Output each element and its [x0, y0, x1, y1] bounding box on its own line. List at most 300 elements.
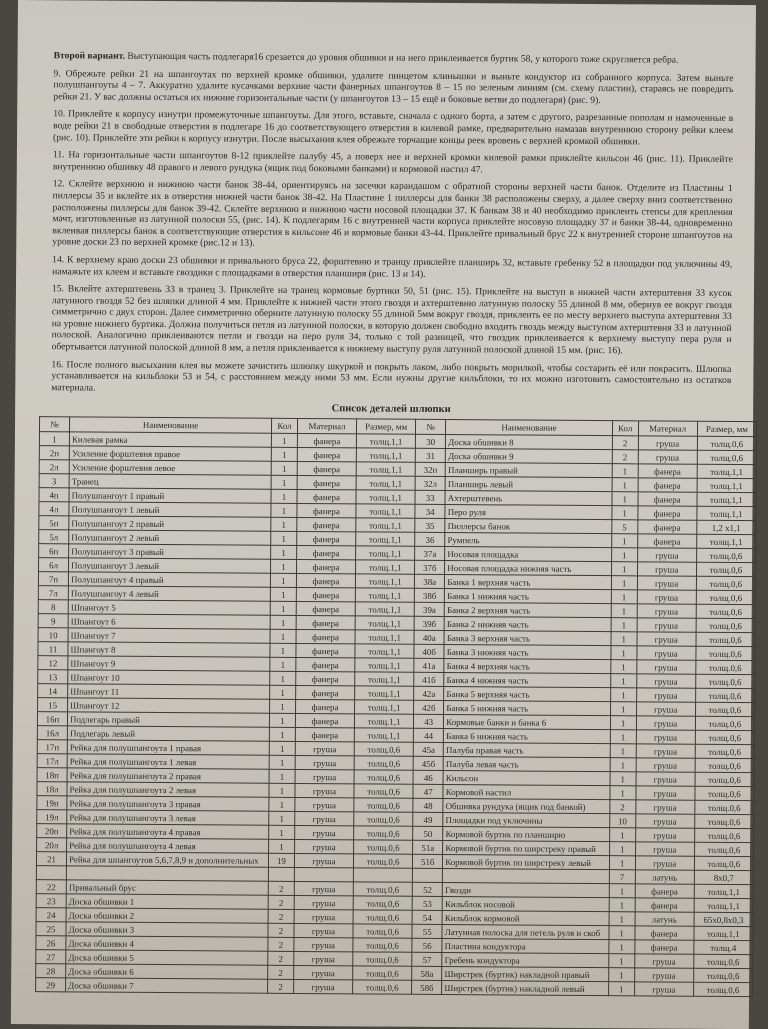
- table-cell: фанера: [296, 686, 355, 700]
- paragraph-body: 16. После полного высыхания клея вы можете зачистить шлюпку шкуркой и покрыть лаком, либо покрыть морилкой, чтобы состарить её или покрасить. Шлюпка устанавливается на кильблоки 53 и 54, с расстоянием между ними 53 мм. Если нужны другие кильблоки, то их можно изготовить самостоятельно из остатков материала.: [51, 358, 732, 394]
- table-cell: толщ.0,6: [354, 854, 413, 868]
- table-cell: 1: [270, 672, 296, 686]
- table-cell: Банка 5 верхняя часть: [444, 687, 610, 702]
- table-cell: 2: [268, 882, 294, 896]
- table-cell: толщ.1,1: [355, 630, 414, 644]
- table-cell: толщ.0,6: [354, 742, 413, 756]
- table-cell: толщ.0,6: [353, 938, 412, 952]
- table-cell: 49: [413, 813, 443, 827]
- table-cell: 1: [269, 826, 295, 840]
- table-cell: груша: [638, 450, 697, 464]
- table-cell: 1: [269, 756, 295, 770]
- table-cell: 1: [269, 728, 295, 742]
- table-cell: 38б: [415, 589, 445, 603]
- table-cell: Полушпангоут 3 правый: [69, 544, 271, 559]
- table-cell: толщ.0,6: [696, 577, 755, 591]
- table-cell: 19: [268, 854, 294, 868]
- paragraph: [53, 68, 733, 108]
- table-cell: 1: [611, 548, 637, 562]
- table-cell: 43: [414, 715, 444, 729]
- table-cell: Кильсон: [443, 771, 609, 786]
- table-cell: Латунная полоска для петель руля и скоб: [442, 925, 608, 940]
- table-cell: 8: [38, 600, 68, 614]
- table-cell: фанера: [296, 574, 355, 588]
- table-cell: толщ.1,1: [356, 560, 415, 574]
- table-cell: 23: [36, 894, 66, 908]
- table-cell: Банка 6 нижняя часть: [444, 729, 610, 744]
- table-cell: груша: [634, 968, 693, 982]
- table-cell: груша: [637, 576, 696, 590]
- table-cell: 37а: [415, 547, 445, 561]
- table-cell: Усиление форштевня левое: [69, 460, 271, 475]
- table-cell: Банка 1 нижняя часть: [445, 589, 611, 604]
- table-cell: груша: [635, 800, 694, 814]
- table-cell: 34: [415, 505, 445, 519]
- table-cell: 11: [38, 642, 68, 656]
- table-cell: 36: [415, 533, 445, 547]
- table-cell: 16п: [37, 712, 67, 726]
- table-cell: Рейка для полушпангоута 3 правая: [67, 796, 269, 811]
- table-cell: Рейка для полушпангоута 2 левая: [67, 782, 269, 797]
- table-cell: 26: [36, 936, 66, 950]
- table-cell: 21: [36, 852, 66, 866]
- table-cell: толщ.0,6: [695, 731, 754, 745]
- table-cell: Рейка для полушпангоута 1 правая: [67, 740, 269, 755]
- table-cell: Шпангоут 9: [68, 656, 270, 671]
- table-cell: 42а: [414, 687, 444, 701]
- table-cell: 2л: [39, 460, 69, 474]
- parts-table: [35, 417, 757, 998]
- instruction-text: [51, 50, 733, 398]
- paragraph: [52, 179, 732, 253]
- table-cell: 2: [612, 450, 638, 464]
- table-cell: 1: [609, 912, 635, 926]
- table-cell: 1: [611, 604, 637, 618]
- table-cell: груша: [295, 812, 354, 826]
- table-cell: 1: [609, 842, 635, 856]
- table-cell: толщ.0,6: [695, 759, 754, 773]
- table-cell: 1: [269, 784, 295, 798]
- table-cell: груша: [634, 954, 693, 968]
- table-cell: 1: [269, 714, 295, 728]
- table-cell: толщ.1,1: [356, 532, 415, 546]
- table-cell: груша: [637, 604, 696, 618]
- table-cell: 54: [412, 911, 442, 925]
- table-cell: 1: [269, 798, 295, 812]
- table-cell: Пиллерсы банок: [445, 519, 611, 534]
- table-cell: толщ.0,6: [694, 843, 753, 857]
- table-cell: 1: [271, 476, 297, 490]
- table-cell: Доска обшивки 6: [66, 964, 268, 979]
- table-cell: толщ.0,6: [696, 605, 755, 619]
- table-cell: Привальный брус: [66, 880, 268, 895]
- table-cell: Рейка для полушпангоута 3 левая: [67, 810, 269, 825]
- table-cell: толщ.1,1: [694, 899, 753, 913]
- table-cell: Обшивка рундука (ящик под банкой): [443, 799, 609, 814]
- table-cell: груша: [294, 896, 353, 910]
- table-cell: 2: [268, 896, 294, 910]
- table-cell: толщ.1,1: [697, 479, 756, 493]
- table-cell: 1: [271, 532, 297, 546]
- paragraph-lead: Второй вариант.: [53, 50, 126, 62]
- table-cell: Банка 5 нижняя часть: [444, 701, 610, 716]
- table-cell: груша: [635, 842, 694, 856]
- table-cell: Полушпангоут 2 левый: [69, 530, 271, 545]
- table-cell: толщ.0,6: [694, 829, 753, 843]
- table-cell: 15: [38, 698, 68, 712]
- table-cell: толщ.0,6: [696, 549, 755, 563]
- table-cell: груша: [293, 980, 352, 994]
- table-cell: [443, 869, 609, 884]
- table-cell: фанера: [297, 476, 356, 490]
- table-cell: 1: [610, 716, 636, 730]
- table-cell: толщ.0,6: [693, 969, 752, 983]
- table-cell: груша: [637, 632, 696, 646]
- table-cell: 45б: [413, 757, 443, 771]
- table-cell: толщ.0,6: [353, 882, 412, 896]
- table-cell: 7л: [38, 586, 68, 600]
- table-cell: 12: [38, 656, 68, 670]
- paragraph-body: 12. Склейте верхнюю и нижнюю части банок 38-44, ориентируясь на засечки карандашом с обратной стороны верхней части банок. Отделите из Пластины 1 пиллерсы 35 и вклейте их в отверстия нижней части банок 38-42. На Пластине 1 пиллерсы для банки 38 расположены сверху, а далее сверху вниз соответственно расположены пиллерсы для банок 39-42. Склейте верхнюю и нижнюю части носовой площадки 37. К банкам 38 и 40 необходимо приклеить степсы для крепления мачт, изготовленные из латунной полоски 55, (рис. 14). К подлегарям 16 с внутренней части корпуса приклейте носовую площадку 37 и банки 38-44, одновременно вклеивая пиллерсы банок в соответствующие отверстия в кильсоне 46 и кормовые банки 43-44. Приклейте привальный брус 22 к внутренней стороне шпангоутов на уровне доски 23 по верхней кромке (рис.12 и 13).: [52, 178, 733, 249]
- table-cell: 1: [611, 618, 637, 632]
- table-cell: толщ.0,6: [696, 619, 755, 633]
- table-cell: фанера: [638, 492, 697, 506]
- column-header: Кол: [271, 419, 297, 434]
- column-header: Кол: [612, 421, 638, 436]
- table-cell: груша: [635, 856, 694, 870]
- table-cell: Банка 2 нижняя часть: [444, 617, 610, 632]
- table-cell: Банка 3 верхняя часть: [444, 631, 610, 646]
- table-cell: Планширь правый: [445, 463, 611, 478]
- table-cell: Шпангоут 12: [68, 698, 270, 713]
- table-cell: Ширстрек (буртик) накладной левый: [442, 981, 608, 996]
- table-cell: груша: [636, 716, 695, 730]
- table-cell: 2: [268, 924, 294, 938]
- table-cell: фанера: [637, 520, 696, 534]
- table-cell: 1: [269, 840, 295, 854]
- table-cell: Доска обшивки 5: [66, 950, 268, 965]
- table-cell: Доска обшивки 3: [66, 922, 268, 937]
- table-cell: толщ.1,1: [354, 714, 413, 728]
- table-cell: груша: [294, 840, 353, 854]
- table-cell: 44: [414, 729, 444, 743]
- table-cell: толщ.0,6: [353, 910, 412, 924]
- table-cell: 17л: [37, 754, 67, 768]
- table-cell: груша: [294, 952, 353, 966]
- table-cell: 1,2 x1,1: [697, 521, 756, 535]
- table-cell: толщ.0,6: [696, 591, 755, 605]
- table-cell: толщ.0,6: [694, 857, 753, 871]
- table-cell: 35: [415, 519, 445, 533]
- table-cell: груша: [294, 882, 353, 896]
- table-cell: 2: [268, 966, 294, 980]
- table-cell: Усиление форштевня правое: [69, 446, 271, 461]
- table-cell: 1: [271, 434, 297, 448]
- table-cell: Доска обшивки 7: [66, 978, 268, 993]
- table-cell: 40б: [414, 645, 444, 659]
- table-cell: 9: [38, 614, 68, 628]
- table-cell: Ахтерштевень: [445, 491, 611, 506]
- table-cell: фанера: [295, 700, 354, 714]
- table-cell: толщ.1,1: [355, 616, 414, 630]
- table-cell: 20п: [37, 824, 67, 838]
- table-cell: фанера: [296, 560, 355, 574]
- table-cell: фанера: [638, 506, 697, 520]
- table-cell: 1: [611, 590, 637, 604]
- table-cell: толщ.0,6: [696, 661, 755, 675]
- table-cell: толщ.0,6: [695, 745, 754, 759]
- table-cell: толщ.0,6: [695, 773, 754, 787]
- table-cell: 31: [415, 449, 445, 463]
- table-cell: 10: [609, 814, 635, 828]
- table-cell: фанера: [296, 658, 355, 672]
- table-cell: Подлегарь правый: [68, 712, 270, 727]
- table-cell: Палуба правая часть: [444, 743, 610, 758]
- table-cell: толщ.0,6: [696, 633, 755, 647]
- table-cell: 1: [610, 744, 636, 758]
- table-cell: [66, 866, 268, 881]
- table-cell: Шпангоут 8: [68, 642, 270, 657]
- table-cell: 58б: [412, 981, 442, 995]
- table-cell: 28: [36, 964, 66, 978]
- table-cell: 1: [612, 478, 638, 492]
- table-cell: груша: [636, 660, 695, 674]
- table-cell: толщ.0,6: [695, 717, 754, 731]
- table-cell: 2: [268, 910, 294, 924]
- table-cell: груша: [636, 730, 695, 744]
- table-cell: толщ.1,1: [355, 686, 414, 700]
- table-cell: толщ.0,6: [354, 826, 413, 840]
- table-cell: 1: [610, 702, 636, 716]
- table-cell: груша: [637, 548, 696, 562]
- table-cell: Банка 4 верхняя часть: [444, 659, 610, 674]
- table-cell: 1: [270, 630, 296, 644]
- table-cell: 1: [610, 674, 636, 688]
- table-cell: Шпангоут 5: [68, 600, 270, 615]
- table-cell: 1: [39, 432, 69, 446]
- table-cell: груша: [295, 784, 354, 798]
- table-cell: 39б: [414, 617, 444, 631]
- table-cell: толщ.0,6: [353, 966, 412, 980]
- table-cell: Шпангоут 11: [68, 684, 270, 699]
- table-cell: 2: [268, 938, 294, 952]
- table-cell: толщ.1,1: [356, 490, 415, 504]
- table-cell: 5: [611, 520, 637, 534]
- table-cell: Рейка для полушпангоута 1 левая: [67, 754, 269, 769]
- table-cell: 19л: [37, 810, 67, 824]
- table-cell: груша: [638, 436, 697, 450]
- paragraph: [53, 149, 733, 177]
- table-cell: 38а: [415, 575, 445, 589]
- table-cell: 22: [36, 880, 66, 894]
- paragraph: [54, 50, 734, 66]
- table-cell: 1: [610, 772, 636, 786]
- table-cell: 1: [609, 926, 635, 940]
- table-cell: толщ.0,6: [354, 784, 413, 798]
- table-cell: Полушпангоут 2 правый: [69, 516, 271, 531]
- column-header: Наименование: [446, 420, 613, 436]
- column-header: №: [39, 417, 69, 432]
- table-cell: груша: [295, 770, 354, 784]
- table-cell: 2: [612, 436, 638, 450]
- table-cell: 1: [270, 658, 296, 672]
- paragraph-body: 14. К верхнему краю доски 23 обшивки и привального бруса 22, форштевню и транцу приклейте планширь 32, вставьте гребенку 52 в площадки под уключины 49, намажьте их клеем и вставьте гвоздики с площадками в отверстия планширя (рис. 13 и 14).: [52, 254, 733, 280]
- table-cell: 65x0,8x0,3: [694, 913, 753, 927]
- table-cell: 17п: [37, 740, 67, 754]
- table-cell: 1: [271, 490, 297, 504]
- table-cell: 1: [269, 812, 295, 826]
- table-cell: 1: [612, 492, 638, 506]
- table-cell: груша: [636, 772, 695, 786]
- table-cell: 1: [610, 730, 636, 744]
- table-cell: толщ.1,1: [356, 434, 415, 448]
- table-cell: фанера: [297, 462, 356, 476]
- table-cell: Гребень кондуктора: [442, 953, 608, 968]
- table-cell: 41а: [414, 659, 444, 673]
- table-cell: толщ.1,1: [355, 672, 414, 686]
- table-cell: толщ.0,6: [354, 840, 413, 854]
- paragraph-body: Выступающая часть подлегаря16 срезается до уровня обшивки и на него приклеивается буртик 58, у которого тоже скругляется ребра.: [124, 50, 679, 66]
- table-cell: латунь: [635, 870, 694, 884]
- table-cell: [36, 866, 66, 880]
- table-cell: 16л: [37, 726, 67, 740]
- table-cell: фанера: [297, 504, 356, 518]
- table-cell: груша: [295, 742, 354, 756]
- table-cell: 52: [412, 883, 442, 897]
- table-cell: фанера: [297, 532, 356, 546]
- table-cell: 6п: [39, 544, 69, 558]
- table-cell: 3: [39, 474, 69, 488]
- table-cell: Доска обшивки 8: [446, 435, 612, 450]
- table-cell: 1: [609, 884, 635, 898]
- table-cell: Румпель: [445, 533, 611, 548]
- column-header: Размер, мм: [357, 419, 416, 434]
- table-cell: Полушпангоут 4 левый: [68, 586, 270, 601]
- table-cell: Доска обшивки 2: [66, 908, 268, 923]
- table-cell: Банка 2 верхняя часть: [444, 603, 610, 618]
- table-cell: фанера: [635, 926, 694, 940]
- table-cell: Доска обшивки 1: [66, 894, 268, 909]
- table-cell: груша: [637, 646, 696, 660]
- table-cell: 2: [610, 800, 636, 814]
- column-header: Наименование: [70, 417, 272, 433]
- column-header: Материал: [297, 419, 356, 434]
- table-cell: груша: [294, 938, 353, 952]
- table-cell: 6л: [39, 558, 69, 572]
- table-cell: 1: [269, 742, 295, 756]
- table-cell: [268, 868, 294, 882]
- paragraph-body: 15. Вклейте ахтерштевень 33 в транец 3. Приклейте на транец кормовые буртики 50, 51 (рис. 15). Приклейте на выступ в нижней части ахтерштевня 33 кусок латунного гвоздя 52 без шляпки длиной 4 мм. Приклейте к нижней части этого гвоздя и ахтерштевню латунную полоску 55 длиной 8 мм, обернув ее вокруг гвоздя симметрично с двух сторон. Далее симметрично оберните латунную полоску 55 длиной 5мм вокруг гвоздя, приклеить ее по месту верхнего выступа ахтерштевня 33 на уровне нижнего буртика. Должна получиться петля из латунной полоски, в которую должен свободно входить гвоздь между выступом ахтерштевня 33 и латунной полоской. Аналогично приклеиваются петли и гвозди на перо руля 34, только с той разницей, что гвоздик приклеивается к верхнему выступу пера руля и обертывается латунной полоской длиной 8 мм, а петля приклеивается к нижнему выступу руля латунной полоской длиной 15 мм. (рис. 16).: [51, 283, 733, 357]
- table-cell: толщ.1,1: [355, 602, 414, 616]
- table-cell: Пластина кондуктора: [442, 939, 608, 954]
- table-cell: фанера: [296, 588, 355, 602]
- table-cell: 1: [271, 518, 297, 532]
- table-cell: Рейка для полушпангоута 2 правая: [67, 768, 269, 783]
- table-cell: толщ.1,1: [355, 588, 414, 602]
- table-cell: Полушпангоут 3 левый: [69, 558, 271, 573]
- table-cell: Полушпангоут 4 правый: [68, 572, 270, 587]
- table-cell: 1: [609, 856, 635, 870]
- table-cell: груша: [637, 562, 696, 576]
- table-cell: 4л: [39, 502, 69, 516]
- table-cell: толщ.1,1: [697, 493, 756, 507]
- table-cell: 1: [271, 546, 297, 560]
- table-cell: 39а: [414, 603, 444, 617]
- table-cell: 50: [413, 827, 443, 841]
- table-cell: Шпангоут 6: [68, 614, 270, 629]
- table-cell: фанера: [638, 464, 697, 478]
- table-cell: 1: [611, 576, 637, 590]
- table-cell: [353, 868, 412, 882]
- table-cell: 10: [38, 628, 68, 642]
- table-cell: [413, 869, 443, 883]
- table-cell: 1: [610, 786, 636, 800]
- table-cell: груша: [634, 982, 693, 996]
- table-cell: 1: [270, 588, 296, 602]
- table-cell: Кормовой буртик по ширстреку правый: [443, 841, 609, 856]
- table-cell: 5п: [39, 516, 69, 530]
- table-cell: Шпангоут 10: [68, 670, 270, 685]
- table-cell: Полушпангоут 1 правый: [69, 488, 271, 503]
- table-cell: 33: [415, 491, 445, 505]
- table-cell: 8x0,7: [694, 871, 753, 885]
- table-cell: 27: [36, 950, 66, 964]
- table-cell: толщ.1,1: [694, 885, 753, 899]
- table-cell: фанера: [297, 434, 356, 448]
- table-cell: Кормовой настил: [443, 785, 609, 800]
- table-cell: толщ.0,6: [695, 689, 754, 703]
- table-cell: Площадки под уключины: [443, 813, 609, 828]
- table-cell: груша: [636, 702, 695, 716]
- table-cell: толщ.0,6: [353, 980, 412, 994]
- table-cell: Рейка для шпангоутов 5,6,7,8,9 и дополнительных: [67, 852, 269, 867]
- table-cell: фанера: [637, 534, 696, 548]
- table-cell: 5л: [39, 530, 69, 544]
- table-cell: толщ.0,6: [696, 563, 755, 577]
- table-cell: фанера: [297, 490, 356, 504]
- table-cell: 4п: [39, 488, 69, 502]
- table-cell: 7п: [38, 572, 68, 586]
- table-cell: 18п: [37, 768, 67, 782]
- table-cell: фанера: [634, 940, 693, 954]
- table-cell: Кормовой буртик по планширю: [443, 827, 609, 842]
- table-cell: 2: [268, 952, 294, 966]
- table-cell: груша: [295, 798, 354, 812]
- table-cell: толщ.0,6: [694, 815, 753, 829]
- paragraph: [52, 254, 732, 282]
- table-cell: 1: [610, 758, 636, 772]
- table-cell: 1: [270, 602, 296, 616]
- table-cell: 13: [38, 670, 68, 684]
- table-cell: 2п: [39, 446, 69, 460]
- paragraph-body: 10. Приклейте к корпусу изнутри промежуточные шпангоуты. Для этого, вставьте, сначала с одного борта, а затем с другого, разрезанные пополам и намоченные в воде рейки 21 в свободные отверстия в подлегаре 16 до соответствующего отверстия в килевой рамке, предварительно намазав внутреннюю сторону рейки клеем (рис. 10). Приклейте эти рейки к корпусу изнутри. После высыхания клея обрежьте торчащие концы реек вровень с верхней кромкой обшивки.: [53, 108, 734, 147]
- table-cell: груша: [294, 924, 353, 938]
- table-cell: фанера: [635, 898, 694, 912]
- table-cell: 1: [271, 462, 297, 476]
- table-cell: 1: [270, 574, 296, 588]
- column-header: Материал: [638, 421, 697, 436]
- table-cell: груша: [636, 688, 695, 702]
- table-cell: толщ.1,1: [356, 546, 415, 560]
- table-cell: 2: [268, 980, 294, 994]
- table-cell: толщ.1,1: [356, 518, 415, 532]
- table-cell: толщ.1,1: [696, 535, 755, 549]
- table-cell: 19п: [37, 796, 67, 810]
- table-cell: 29: [36, 978, 66, 992]
- table-cell: 47: [413, 785, 443, 799]
- table-cell: 46: [413, 771, 443, 785]
- table-cell: Кильблок кормовой: [442, 911, 608, 926]
